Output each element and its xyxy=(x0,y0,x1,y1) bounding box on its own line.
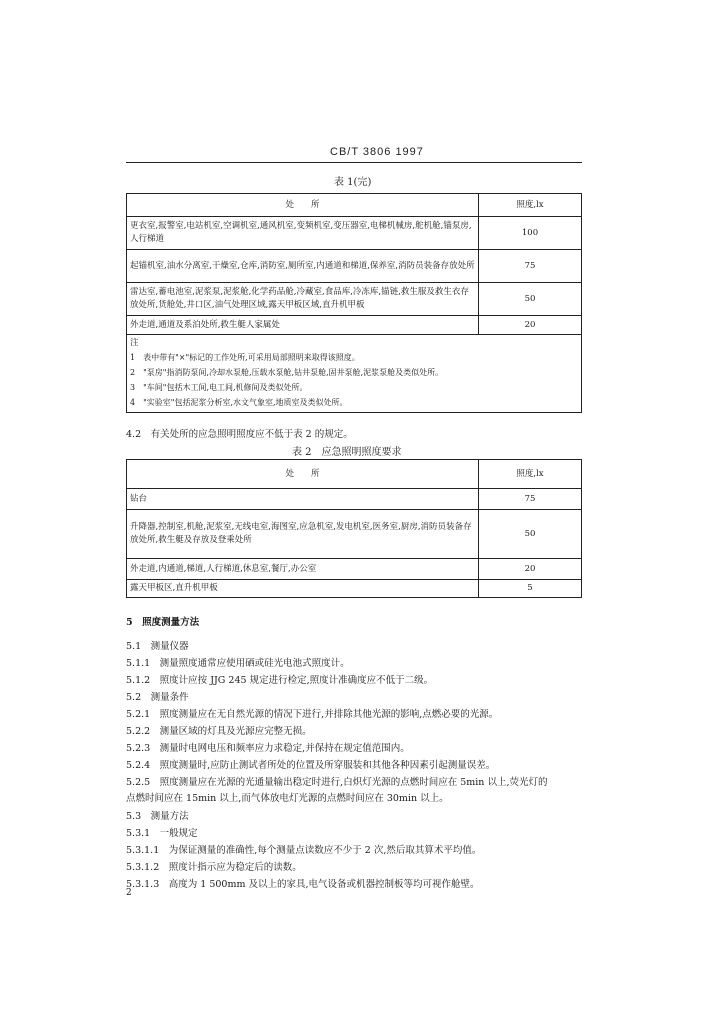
table2-place-cell: 露天甲板区,直升机甲板 xyxy=(127,580,479,598)
table1-lux-cell: 100 xyxy=(479,217,582,250)
note-line: 2 "泵房"指消防泵间,冷却水泵舱,压载水泵舱,钻井泵舱,固井泵舱,泥浆泵舱及类似处所。 xyxy=(130,368,444,377)
table-row xyxy=(127,580,582,598)
section-line: 5.2.5 照度测量应在光源的光通量输出稳定时进行,白炽灯光源的点燃时间应在 5min 以上,荧光灯的 xyxy=(126,777,548,788)
table2-lux-cell: 5 xyxy=(479,580,582,598)
section-line: 5.2 测量条件 xyxy=(126,692,189,703)
section-line: 5.3 测量方法 xyxy=(126,811,189,822)
section-line: 5.2.3 测量时电网电压和频率应力求稳定,并保持在规定值范围内。 xyxy=(126,743,410,754)
table2-col-place: 处 所 xyxy=(127,460,479,489)
table1-place-cell: 外走道,通道及系泊处所,救生艇人家属处 xyxy=(127,316,479,335)
paragraph-4-2: 4.2 有关处所的应急照明照度应不低于表 2 的规定。 xyxy=(126,429,353,440)
section-line: 5.1.2 照度计应按 JJG 245 规定进行检定,照度计准确度应不低于二级。 xyxy=(126,675,434,686)
table2-place-cell: 钻台 xyxy=(127,489,479,510)
section-line: 5.1.1 测量照度通常应使用硒或硅光电池式照度计。 xyxy=(126,658,350,669)
table1-col-place: 处 所 xyxy=(127,194,479,217)
note-line: 3 "车间"包括木工间,电工间,机修间及类似处所。 xyxy=(130,383,308,392)
table-row xyxy=(127,217,582,250)
notes-title: 注 xyxy=(130,338,139,348)
section-line: 5.3.1.3 高度为 1 500mm 及以上的家具,电气设备或机器控制板等均可视作舱壁。 xyxy=(126,879,480,890)
section-line: 5.3.1.2 照度计指示应为稳定后的读数。 xyxy=(126,862,302,873)
section-line: 5.1 测量仪器 xyxy=(126,641,189,652)
table-row xyxy=(127,559,582,580)
table1-header-row xyxy=(127,194,582,217)
table2-col-lux: 照度,lx xyxy=(479,460,582,489)
table1-lux-cell: 20 xyxy=(479,316,582,335)
table2-lux-cell: 50 xyxy=(479,510,582,559)
table-row xyxy=(127,250,582,283)
table2-place-cell: 外走道,内通道,梯道,人行梯道,休息室,餐厅,办公室 xyxy=(127,559,479,580)
table1-place-cell: 雷达室,蓄电池室,泥浆泵,泥浆舱,化学药品舱,冷藏室,食品库,冷冻库,锚链,救生服及救生衣存放处所,货舱处,井口区,油气处理区域,露天甲板区域,直升机甲板 xyxy=(127,283,479,316)
section-line: 5.3.1.1 为保证测量的准确性,每个测量点读数应不少于 2 次,然后取其算术平均值。 xyxy=(126,845,482,856)
table2-caption: 表 2 应急照明照度要求 xyxy=(292,447,402,458)
section-5-title: 5 照度测量方法 xyxy=(126,617,200,628)
table-row xyxy=(127,510,582,559)
table2-lux-cell: 20 xyxy=(479,559,582,580)
table-row xyxy=(127,283,582,316)
note-line: 1 表中带有"×"标记的工作处所,可采用局部照明来取得该照度。 xyxy=(130,353,360,362)
table1-notes xyxy=(127,335,582,413)
section-line: 5.2.1 照度测量应在无自然光源的情况下进行,并排除其他光源的影响,点燃必要的光源。 xyxy=(126,709,499,720)
standard-header: CB/T 3806 1997 xyxy=(330,146,424,158)
table1-place-cell: 起锚机室,油水分离室,干燥室,仓库,消防室,厕所室,内通道和梯道,保养室,消防员装备存放处所 xyxy=(127,250,479,283)
section-line: 点燃时间应在 15min 以上,而气体放电灯光源的点燃时间应在 30min 以上。 xyxy=(126,793,449,804)
table1-lux-cell: 75 xyxy=(479,250,582,283)
table2-header-row xyxy=(127,460,582,489)
note-line: 4 "实验室"包括泥浆分析室,水文气象室,地质室及类似处所。 xyxy=(130,398,348,407)
section-line: 5.3.1 一般规定 xyxy=(126,828,198,839)
table1-lux-cell: 50 xyxy=(479,283,582,316)
table2-place-cell: 升降器,控制室,机舱,泥浆室,无线电室,海图室,应急机室,发电机室,医务室,厨房,消防员装备存放处所,救生艇及存放及登乘处所 xyxy=(127,510,479,559)
table1-col-lux: 照度,lx xyxy=(479,194,582,217)
section-line: 5.2.4 照度测量时,应防止测试者所处的位置及所穿服装和其他各种因素引起测量误差。 xyxy=(126,760,496,771)
table-row xyxy=(127,316,582,335)
page-number: 2 xyxy=(126,888,132,898)
table1-caption: 表 1(完) xyxy=(334,177,372,188)
table1 xyxy=(126,193,582,413)
table-row xyxy=(127,489,582,510)
table2-lux-cell: 75 xyxy=(479,489,582,510)
header-rule xyxy=(126,162,582,163)
section-line: 5.2.2 测量区域的灯具及光源应完整无损。 xyxy=(126,726,312,737)
table2 xyxy=(126,459,582,598)
table1-place-cell: 更衣室,报警室,电站机室,空调机室,通风机室,变频机室,变压器室,电梯机械房,舵机舱,锚泵房,人行梯道 xyxy=(127,217,479,250)
table1-notes-row xyxy=(127,335,582,413)
